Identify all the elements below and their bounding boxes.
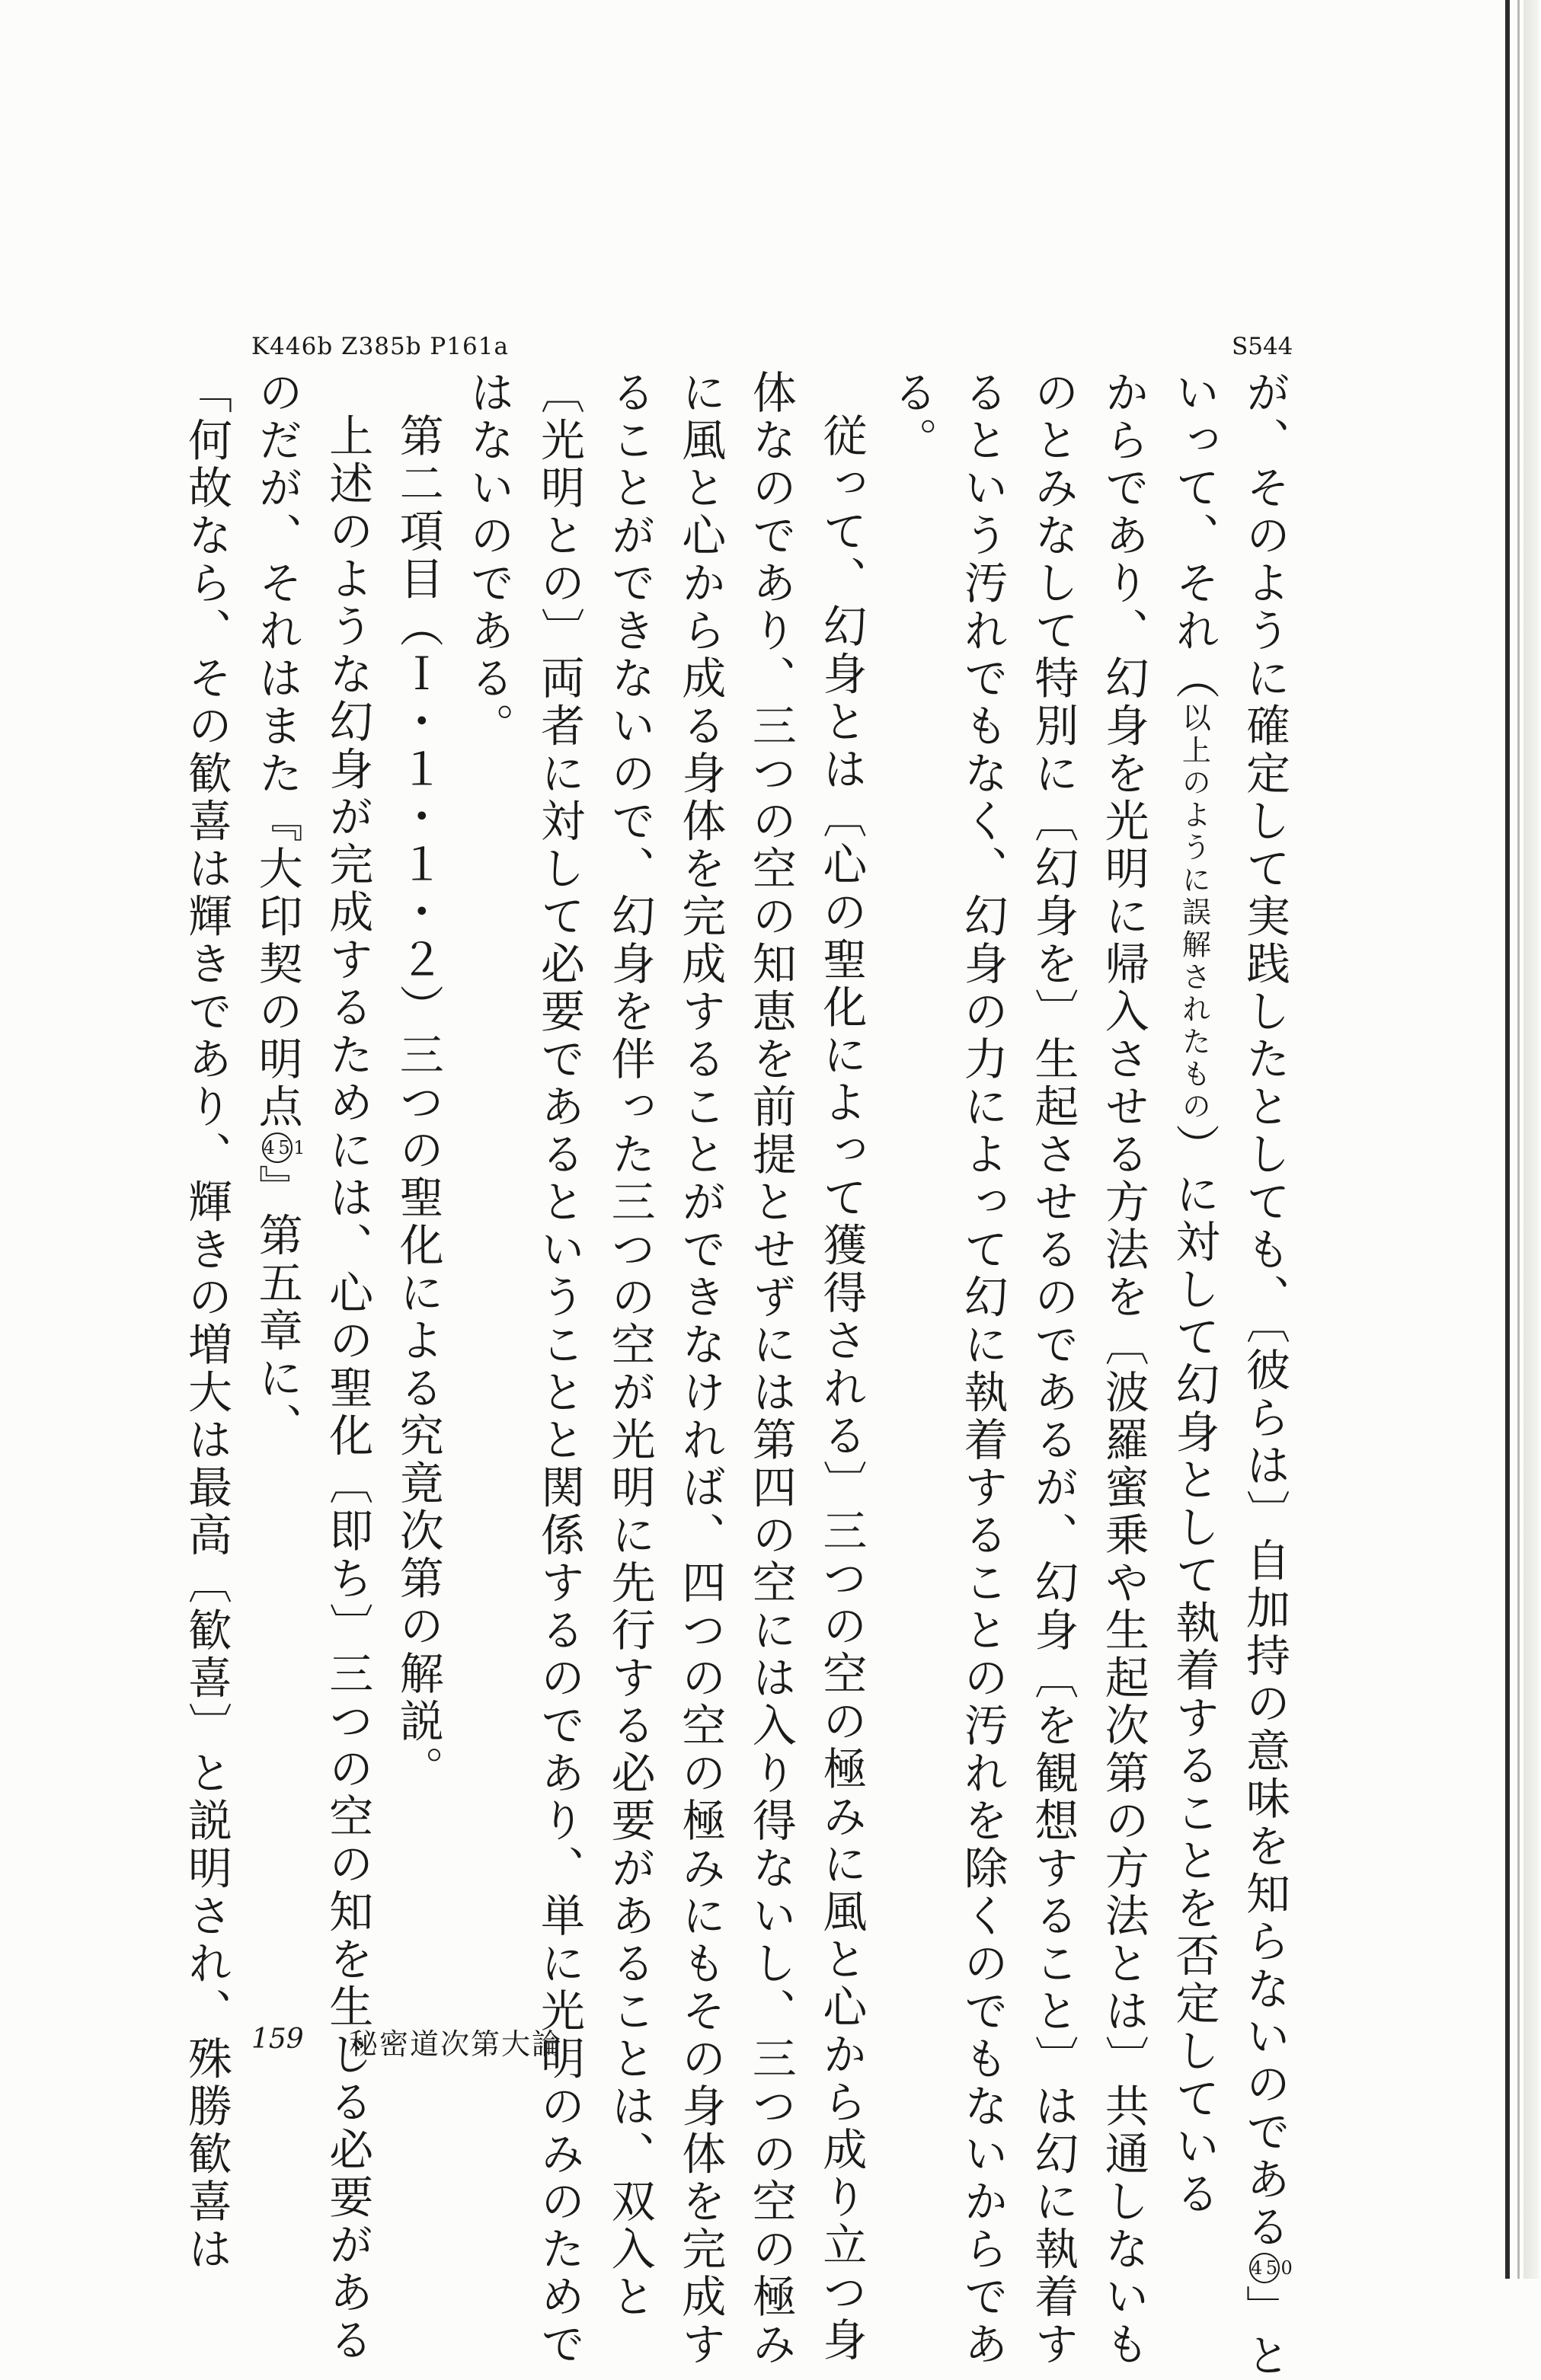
- page-edge-margin: [1523, 0, 1539, 2279]
- column-text: 体なのであり、三つの空の知恵を前提とせずには第四の空には入り得ないし、三つの空の極み: [744, 369, 797, 2369]
- header-references: K446b Z385b P161a: [251, 333, 509, 360]
- column-text: いって、それ（: [1168, 369, 1220, 703]
- text-column: [248, 369, 309, 1965]
- header-section-ref: S544: [1232, 333, 1293, 360]
- column-text: 〔光明との〕両者に対して必要であるということと関係するのであり、単に光明のみのためで: [533, 369, 585, 2369]
- column-text: るという汚れでもなく、幻身の力によって幻に執着することの汚れを除くのでもないからであ: [956, 369, 1009, 2369]
- text-column: [742, 369, 800, 2369]
- column-text-tail: 』第五章に、: [251, 1164, 303, 1450]
- column-text: からであり、幻身を光明に帰入させる方法を〔波羅蜜乗や生起次第の方法とは〕共通しないも: [1097, 369, 1149, 2369]
- page-edge-shadow: [1505, 0, 1510, 2279]
- column-text: に風と心から成る身体を完成することができなければ、四つの空の極みにもその身体を完成す: [674, 369, 727, 2369]
- text-column: [1024, 369, 1082, 2369]
- column-text: はないのである。: [462, 369, 515, 750]
- text-column: [1165, 369, 1223, 2219]
- column-text: 「何故なら、その歓喜は輝きであり、輝きの増大は最高〔歓喜〕と説明され、殊勝歓喜は: [181, 369, 232, 2273]
- column-text: のだが、それはまた『大印契の明点: [251, 369, 303, 1131]
- column-text: 上述のような幻身が完成するためには、心の聖化〔即ち〕三つの空の知を生じる必要がある: [321, 413, 374, 2365]
- page-number: 159: [251, 2024, 304, 2055]
- text-column: [883, 369, 941, 1965]
- column-text: のとみなして特別に〔幻身を〕生起させるのであるが、幻身〔を観想すること〕は幻に執着す: [1027, 369, 1079, 2369]
- text-column: [812, 413, 870, 2365]
- column-text: 第二項目（Ｉ・１・１・２）三つの聖化による究竟次第の解説。: [392, 413, 444, 1794]
- column-text: る。: [886, 369, 938, 465]
- column-text-tail: ）に対して幻身として執着することを否定している: [1168, 1123, 1220, 2219]
- column-text: が、そのように確定して実践したとしても、〔彼らは〕自加持の意味を知らないのである: [1239, 369, 1290, 2251]
- inline-note: 以上のように誤解されたもの: [1177, 702, 1211, 1123]
- footnote-callout[interactable]: 450: [1249, 2253, 1280, 2283]
- text-column: [318, 413, 376, 2365]
- page-edge-line: [1517, 0, 1520, 2279]
- text-column: [459, 369, 517, 1965]
- text-column: [389, 413, 447, 2008]
- text-column: [530, 369, 588, 2369]
- text-column: [1236, 369, 1296, 2380]
- column-text: 従って、幻身とは〔心の聖化によって獲得される〕三つの空の極みに風と心から成り立つ身: [815, 413, 868, 2365]
- text-column: [177, 369, 235, 2273]
- text-column: [1095, 369, 1153, 2369]
- footnote-callout[interactable]: 451: [262, 1132, 293, 1163]
- column-text-tail: 」と: [1239, 2285, 1290, 2380]
- text-column: [671, 369, 729, 2369]
- column-text: ることができないので、幻身を伴った三つの空が光明に先行する必要があることは、双入と: [603, 369, 656, 2321]
- book-title: 秘密道次第大論: [349, 2027, 563, 2061]
- text-column: [954, 369, 1012, 2369]
- text-column: [601, 369, 659, 2321]
